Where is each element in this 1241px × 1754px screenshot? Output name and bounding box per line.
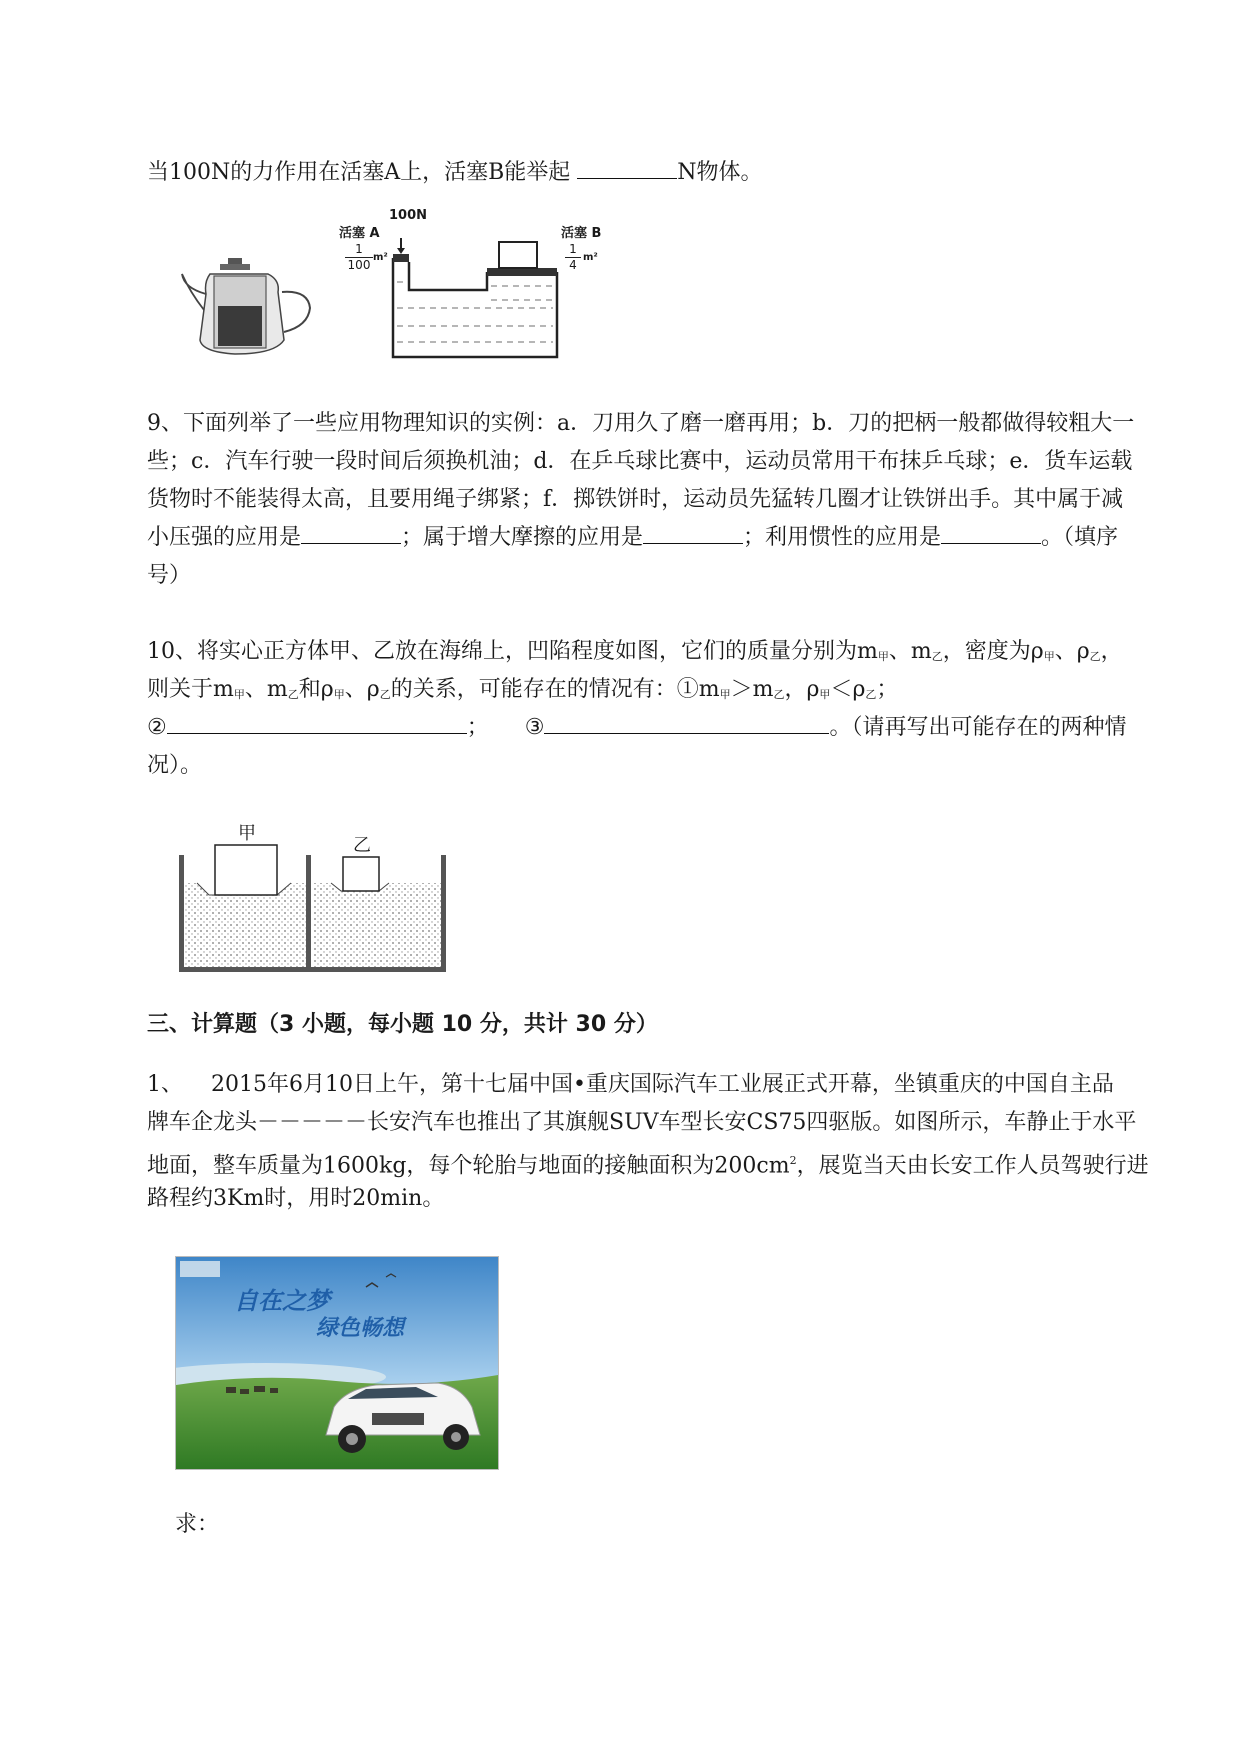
answer-blank-case-3[interactable] <box>544 711 829 734</box>
ad-slogan-2: 绿色畅想 <box>316 1316 405 1341</box>
area-b-fraction: 1 4 <box>565 242 581 273</box>
answer-blank-case-2[interactable] <box>167 711 467 734</box>
teapot-image <box>180 252 320 360</box>
section-heading: 三、计算题（3 小题，每小题 10 分，共计 30 分） <box>147 1012 658 1037</box>
ask-label: 求： <box>175 1512 220 1537</box>
cube-jia-label: 甲 <box>238 823 256 844</box>
answer-blank[interactable] <box>577 156 677 179</box>
answer-blank-inertia[interactable] <box>941 521 1041 544</box>
sponge-figure <box>175 815 450 975</box>
area-b-unit: m² <box>583 252 598 263</box>
area-a-fraction: 1 100 <box>345 242 373 273</box>
area-a-unit: m² <box>373 252 388 263</box>
q8-tail-line: 当100N的力作用在活塞A上，活塞B能举起 N物体。 <box>147 154 1157 192</box>
force-label: 100N <box>389 208 428 223</box>
ad-slogan-1: 自在之梦 <box>234 1287 330 1315</box>
hydraulic-press-figure <box>335 208 625 362</box>
car-ad-image <box>175 1256 499 1470</box>
answer-blank-friction[interactable] <box>643 521 743 544</box>
cube-yi-label: 乙 <box>353 835 371 856</box>
answer-blank-pressure[interactable] <box>301 521 401 544</box>
piston-a-label: 活塞 A <box>339 226 380 241</box>
piston-b-label: 活塞 B <box>561 226 602 241</box>
